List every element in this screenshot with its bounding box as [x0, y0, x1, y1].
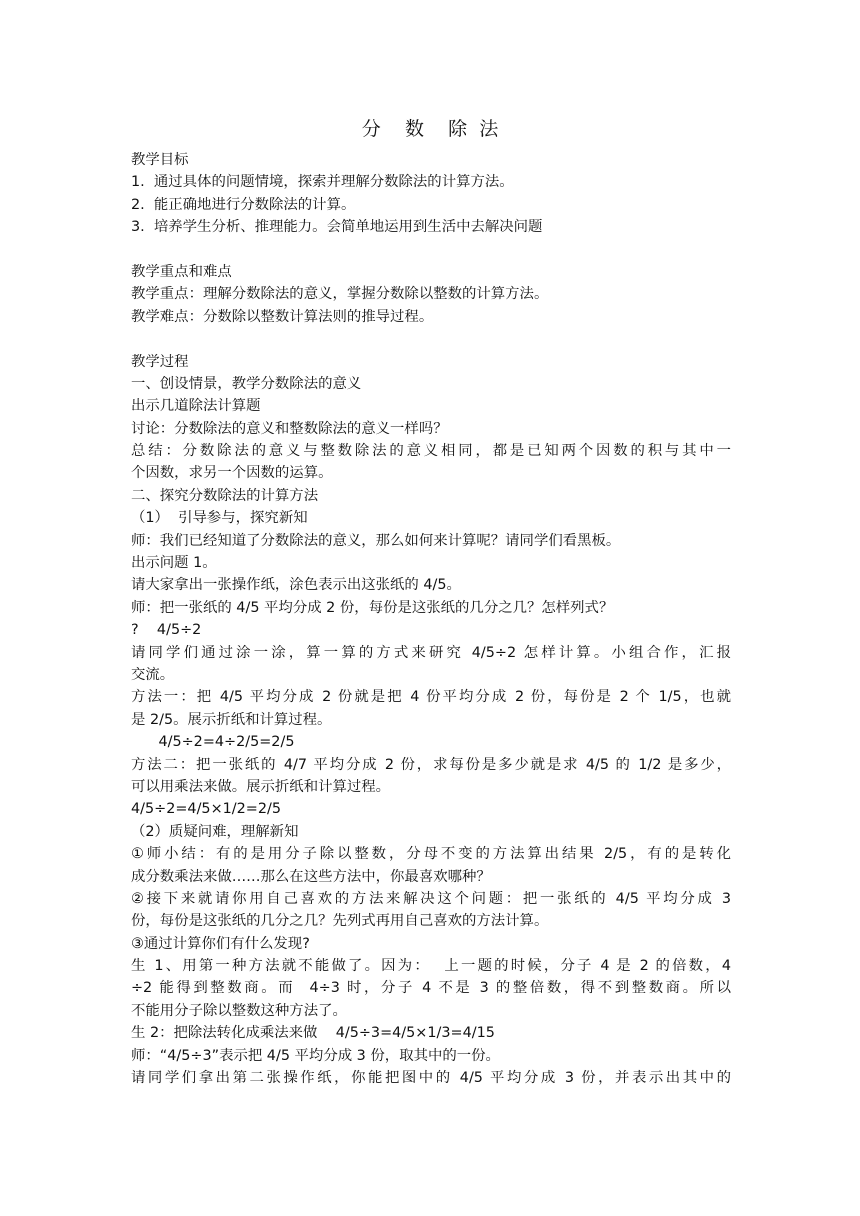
process-line: 份，每份是这张纸的几分之几？先列式再用自己喜欢的方法计算。: [131, 913, 549, 930]
process-line: （1） 引导参与，探究新知: [131, 510, 308, 527]
process-equation: 4/5÷2=4÷2/5=2/5: [131, 734, 295, 751]
process-line: ÷2 能得到整数商。而 4÷3 时，分子 4 不是 3 的整倍数，得不到整数商。所以: [131, 980, 731, 997]
blank-line: [131, 328, 731, 350]
process-line: 是 2/5。展示折纸和计算过程。: [131, 711, 332, 728]
process-line: 生 2：把除法转化成乘法来做 4/5÷3=4/5×1/3=4/15: [131, 1025, 495, 1042]
goal-item: 2. 能正确地进行分数除法的计算。: [131, 196, 356, 213]
process-line: 一、创设情景，教学分数除法的意义: [131, 375, 362, 392]
process-heading: 教学过程: [131, 353, 189, 370]
process-line: ②接下来就请你用自己喜欢的方法来解决这个问题：把一张纸的 4/5 平均分成 3: [131, 890, 731, 907]
process-line: 师：我们已经知道了分数除法的意义，那么如何来计算呢？请同学们看黑板。: [131, 532, 621, 549]
goal-item: 3. 培养学生分析、推理能力。会简单地运用到生活中去解决问题: [131, 219, 543, 236]
keypoint-focus: 教学重点：理解分数除法的意义，掌握分数除以整数的计算方法。: [131, 286, 549, 303]
process-line: 生 1、用第一种方法就不能做了。因为： 上一题的时候，分子 4 是 2 的倍数，4: [131, 958, 731, 975]
process-line: 成分数乘法来做……那么在这些方法中，你最喜欢哪种？: [131, 868, 491, 885]
process-line: 请大家拿出一张操作纸，涂色表示出这张纸的 4/5。: [131, 577, 461, 594]
process-line: 方法一：把 4/5 平均分成 2 份就是把 4 份平均分成 2 份，每份是 2 个 1/5，也就: [131, 689, 731, 706]
document-body: [131, 149, 731, 1089]
process-line: 请同学们拿出第二张操作纸，你能把图中的 4/5 平均分成 3 份，并表示出其中的: [131, 1070, 731, 1087]
process-line: 个因数，求另一个因数的运算。: [131, 465, 333, 482]
process-line: 可以用乘法来做。展示折纸和计算过程。: [131, 778, 391, 795]
goals-heading: 教学目标: [131, 152, 189, 168]
process-line: 交流。: [131, 666, 175, 683]
process-line: ①师小结：有的是用分子除以整数，分母不变的方法算出结果 2/5，有的是转化: [131, 846, 731, 863]
process-line: ? 4/5÷2: [131, 622, 202, 639]
process-line: 请同学们通过涂一涂，算一算的方式来研究 4/5÷2 怎样计算。小组合作，汇报: [131, 644, 731, 661]
process-line: 讨论：分数除法的意义和整数除法的意义一样吗？: [131, 420, 448, 437]
process-line: 出示问题 1。: [131, 555, 217, 572]
process-line: 师：把一张纸的 4/5 平均分成 2 份，每份是这张纸的几分之几？怎样列式？: [131, 599, 614, 616]
blank-line: [131, 239, 731, 261]
process-line: 出示几道除法计算题: [131, 398, 261, 415]
document-title: 分 数 除 法: [361, 118, 499, 140]
process-line: 二、探究分数除法的计算方法: [131, 487, 319, 504]
process-line: 总结：分数除法的意义与整数除法的意义相同，都是已知两个因数的积与其中一: [131, 443, 731, 460]
process-line: 不能用分子除以整数这种方法了。: [131, 1002, 347, 1019]
process-line: 方法二：把一张纸的 4/7 平均分成 2 份，求每份是多少就是求 4/5 的 1/2 是多少，: [131, 756, 731, 773]
keypoints-heading: 教学重点和难点: [131, 263, 232, 280]
goal-item: 1. 通过具体的问题情境，探索并理解分数除法的计算方法。: [131, 174, 514, 191]
keypoint-difficulty: 教学难点：分数除以整数计算法则的推导过程。: [131, 308, 434, 325]
process-line: 师：“4/5÷3”表示把 4/5 平均分成 3 份，取其中的一份。: [131, 1047, 500, 1064]
process-equation: 4/5÷2=4/5×1/2=2/5: [131, 801, 282, 818]
process-line: （2）质疑问难，理解新知: [131, 823, 299, 840]
process-line: ③通过计算你们有什么发现?: [131, 935, 310, 952]
